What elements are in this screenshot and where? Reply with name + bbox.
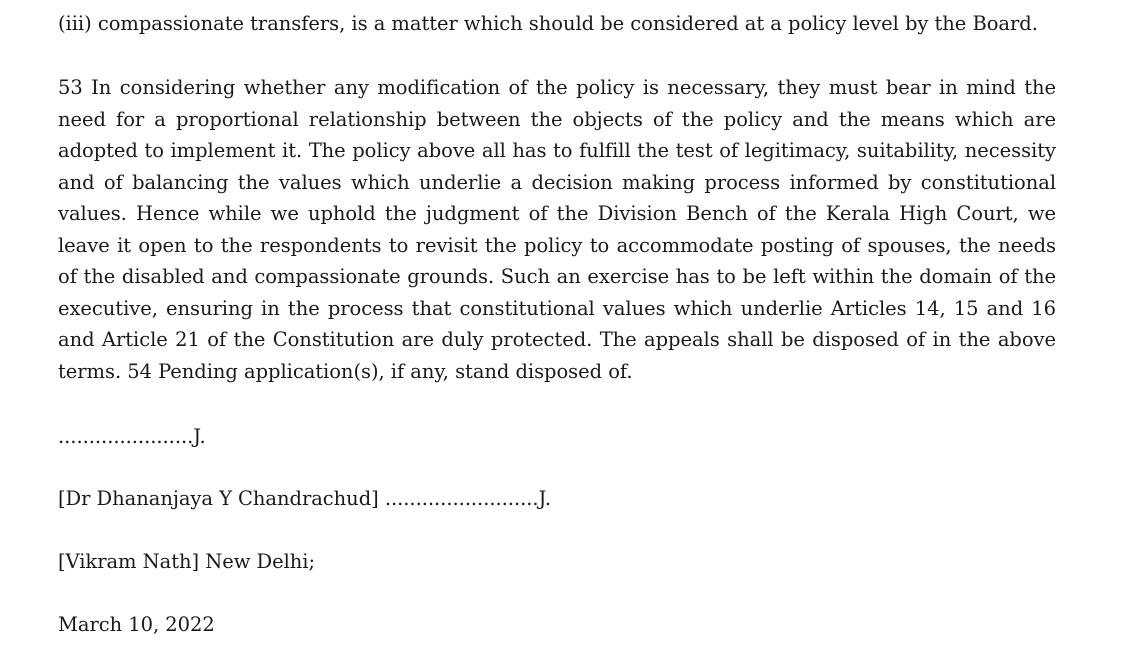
paragraph-line: adopted to implement it. The policy above all has to fulfill the test of legitimacy, suitability, necessity: [58, 139, 1056, 162]
signature-line: [Dr Dhananjaya Y Chandrachud] .........................J.: [58, 487, 551, 510]
intro-line: (iii) compassionate transfers, is a matter which should be considered at a policy level by the Board.: [58, 12, 1038, 35]
paragraph-line: executive, ensuring in the process that constitutional values which underlie Articles 14, 15 and 16: [58, 297, 1056, 320]
signature-line: ......................J.: [58, 425, 206, 448]
paragraph-line: and of balancing the values which underlie a decision making process informed by constitutional: [58, 171, 1056, 194]
paragraph-line: values. Hence while we uphold the judgment of the Division Bench of the Kerala High Court, we: [58, 202, 1056, 225]
date-line: March 10, 2022: [58, 613, 215, 636]
paragraph-line: 53 In considering whether any modification of the policy is necessary, they must bear in mind the: [58, 76, 1056, 99]
paragraph-line: and Article 21 of the Constitution are duly protected. The appeals shall be disposed of in the above: [58, 328, 1056, 351]
signature-line: [Vikram Nath] New Delhi;: [58, 550, 315, 573]
paragraph-line: terms. 54 Pending application(s), if any, stand disposed of.: [58, 360, 633, 383]
paragraph-line: of the disabled and compassionate grounds. Such an exercise has to be left within the domain of the: [58, 265, 1056, 288]
paragraph-line: need for a proportional relationship between the objects of the policy and the means which are: [58, 108, 1056, 131]
paragraph-line: leave it open to the respondents to revisit the policy to accommodate posting of spouses, the needs: [58, 234, 1056, 257]
